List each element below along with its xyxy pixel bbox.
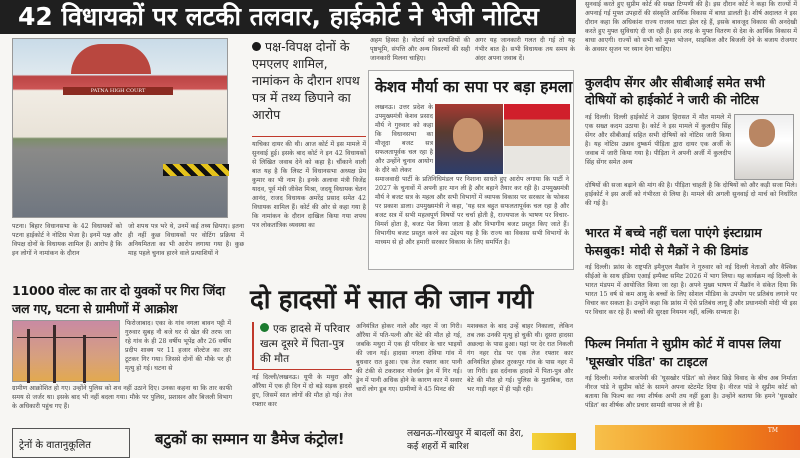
bullet-icon: [252, 42, 261, 51]
bharat-body: नई दिल्ली। फ्रांस के राष्ट्रपति इमैनुएल मैक्रॉन ने गुरुवार को नई दिल्ली नेताओं और वैश्विक सीईओ के साथ इंडिया एआई इम्पैक्ट समिट 2026 में भाग लिया। यह कार्यक्रम नई दिल्ली के भारत मंडपम में आयोजित किया जा रहा है। अपने मुख्य भाषण में मैक्रॉन ने संकेत दिया कि भारत 15 वर्ष से कम आयु के बच्चों के लिए सोशल मीडिया के उपयोग पर प्रतिबंध लगाने पर विचार कर सकता है। उन्होंने कहा कि फ्रांस में ऐसे प्रतिबंध लागू हैं और प्रधानमंत्री मोदी भी इस पर विचार कर रहे हैं। बच्चों की सुरक्षा नियमन नहीं, बल्कि सभ्यता है।: [585, 264, 797, 316]
keshav-body-2: समाजवादी पार्टी के प्रतिनिधिमंडल पर निशाना साधते हुए आरोप लगाया कि पार्टी ने 2027 के चुनावों में अपनी हार मान ली है और बहाने तैयार कर रही है। उपमुख्यमंत्री मौर्य ने बजट सत्र के महत्व और सभी विभागों में व्यापक विकास पर सरकार के फोकस पर प्रकाश डाला। उपमुख्यमंत्री ने कहा, 'यह सत्र बहुत सफलतापूर्वक चल रहा है और बजट सत्र में सभी महत्वपूर्ण विषयों पर चर्चा होती है, राज्यपाल के भाषण पर विचार-विमर्श होता है, बजट पेश किया जाता है और विभागीय बजट प्रस्तुत किए जाते हैं। विभागीय बजट प्रस्तुत करने का उद्देश्य यह है कि राज्य का विकास सभी विभागों के माध्यम से हो और हमारी सरकार विकास के लिए समर्पित है।: [375, 176, 569, 246]
film-body: नई दिल्ली। मनोज बाजपेयी की 'घूसखोर पंडित' को लेकर छिड़े विवाद के बीच अब निर्माता नीरज पांडे ने सुप्रीम कोर्ट के सामने अपना स्टेटमेंट दिया है। नीरज पांडे ने सुप्रीम कोर्ट को बताया कि फिल्म का नया शीर्षक अभी तय नहीं हुआ है। उन्होंने बताया कि हमने 'घूसखोर पंडित' का शीर्षक और प्रचार सामग्री वापस ले ली है।: [585, 375, 797, 409]
keshav-photo: [435, 104, 503, 174]
power-tower-photo: [12, 320, 120, 382]
lead-body-4: अहम हिस्सा है। वोटर्स को प्रत्याशियों की पृष्ठभूमि, संपत्ति और अन्य विवरणों की सही जानकारी मिलना चाहिए।: [370, 37, 470, 62]
accidents-body-1: नई दिल्ली/लखनऊ। यूपी के मथुरा और औरैया में एक ही दिन में दो बड़े सड़क हादसे हुए, जिसमें सात लोगों की मौत हो गई। तेज रफ्तार कार: [252, 374, 352, 408]
accidents-body-2: अनियंत्रित होकर नाले और नहर में जा गिरी। औरैया में पति-पत्नी और बेटे की मौत हो गई, जबकि मथुरा में एक ही परिवार के चार भाइयों की जान गई। हादसा नगला देविया गांव में बुधवार रात हुआ। एक तेज रफ्तार कार पानी की टंकी से टकराकर गोवर्धन ड्रेन में गिर गई। ड्रेन में पानी अधिक होने के कारण कार में सवार चारों लोग डूब गए। ग्रामीणों ने 45 मिनट की: [356, 323, 462, 393]
keshav-body-1: लखनऊ। उत्तर प्रदेश के उपमुख्यमंत्री केशव प्रसाद मौर्य ने गुरुवार को कहा कि विधानसभा का मौजूदा बजट सत्र सफलतापूर्वक चल रहा है और उन्होंने चुनाव आयोग के दौरे को लेकर: [375, 104, 433, 174]
volt-headline: 11000 वोल्ट का तार दो युवकों पर गिरा जिंदा जल गए, घटना से ग्रामीणों में आक्रोश: [12, 283, 225, 316]
accidents-headline: दो हादसों में सात की जान गयी: [250, 285, 533, 315]
volt-body-1: फिरोजाबाद। एका के गांव नगला बावन पट्टी में गुरुवार सुबह नौ बजे घर से खेत की तरफ जा रहे गांव के ही 28 वर्षीय भूपेंद्र और 26 वर्षीय प्रदीप शाक्य पर 11 हजार वोल्टेज का तार टूटकर गिर गया। जिससे दोनों की मौके पर ही मृत्यु हो गई। घटना से: [125, 320, 231, 372]
accidents-body-3: मशक्कत के बाद उन्हें बाहर निकाला, लेकिन तब तक उनकी मृत्यु हो चुकी थी। दूसरा हादसा अछल्दा के पास हुआ। यहां पर देर रात निकली गंग नहर रोड पर एक तेज रफ्तार कार अनियंत्रित होकर तुरकपुर गांव के पास नहर में जा गिरी। इस दर्दनाक हादसे में पिता-पुत्र और बेटे की मौत हो गई। पुलिस के मुताबिक, रात भर गाड़ी नहर में ही पड़ी रही।: [467, 323, 573, 393]
keshav-story: [368, 70, 574, 270]
lead-body-5: अगर यह जानकारी गलत दी गई तो यह गंभीर बात है। सभी विधायक तय समय के अंदर अपना जवाब दें।: [475, 37, 575, 62]
akhilesh-photo: [504, 104, 570, 174]
kuldeep-body-1: नई दिल्ली। दिल्ली हाईकोर्ट ने उन्नाव हिरासत में मौत मामले में एक सख्त कदम उठाया है। कोर्ट ने इस मामले में कुलदीप सिंह सेंगर और सीबीआई सहित सभी दोषियों को नोटिस जारी किया है। यह नोटिस उन्नाव दुष्कर्म पीड़िता द्वारा दायर एक अर्जी के जवाब में जारी किया गया है। पीड़िता ने अपनी अर्जी में कुलदीप सिंह सेंगर समेत अन्य: [585, 114, 731, 166]
kuldeep-headline: कुलदीप सेंगर और सीबीआई समेत सभी दोषियों को हाईकोर्ट ने जारी की नोटिस: [585, 75, 765, 107]
lead-headline: 42 विधायकों पर लटकी तलवार, हाईकोर्ट ने भेजी नोटिस: [18, 2, 539, 31]
keshav-headline: केशव मौर्या का सपा पर बड़ा हमला: [375, 78, 573, 96]
weather-headline: लखनऊ-गोरखपुर में बादलों का डेरा, कई शहरों में बारिश: [407, 429, 524, 452]
freebies-body: सुनवाई करते हुए सुप्रीम कोर्ट की सख्त टिप्पणी की है। इस दौरान कोर्ट ने कहा कि राज्यों में अपनाई गई मुफ्त उपहारों की संस्कृति आर्थिक विकास में बाधा डालती है। शीर्ष अदालत ने इस दौरान कहा कि अधिकांश राज्य राजस्व घाटा झेल रहे हैं, इसके बावजूद विकास की अनदेखी करते हुए मुफ्त सुविधाएं दी जा रही हैं। इस तरह के मुफ्त वितरण से देश के आर्थिक विकास में बाधा आएगी। राज्यों को सभी को मुफ्त भोजन, साइकिल और बिजली देने के बजाय रोजगार के अवसर सृजन पर ध्यान देना चाहिए।: [585, 1, 797, 53]
trains-headline: ट्रेनों के वातानुकूलित: [19, 440, 91, 451]
lead-body-2: जो शपथ पत्र भरे थे, उनमें कई तथ्य छिपाए। इतना ही नहीं कुछ विधायकों पर वोटिंग प्रक्रिया में अनियमितता का भी आरोप लगाया गया है। कुछ माह पहले चुनाव हारने वाले प्रत्याशियों ने: [128, 223, 244, 257]
court-photo: [12, 38, 228, 218]
volt-body-2: ग्रामीण आक्रोशित हो गए। उन्होंने पुलिस को शव नहीं उठाने दिए। उनका कहना था कि तार काफी समय से जर्जर था। इसके बाद भी नहीं बदला गया। मौके पर पुलिस, प्रशासन और बिजली विभाग के अधिकारी पहुंच गए हैं।: [12, 385, 232, 410]
batuk-headline: बटुकों का सम्मान या डैमेज कंट्रोल!: [155, 430, 345, 448]
court-sign: PATNA HIGH COURT: [63, 87, 173, 95]
ad-trademark: TM: [767, 427, 778, 434]
advertisement[interactable]: [595, 425, 800, 450]
lead-body-1: पटना। बिहार विधानसभा के 42 विधायकों को पटना हाईकोर्ट ने नोटिस भेजा है। इनमें पक्ष और विपक्ष दोनों के विधायक शामिल हैं। आरोप है कि इन लोगों ने नामांकन के दौरान: [12, 223, 122, 257]
accidents-pullquote: एक हादसे में परिवार खत्म दूसरे में पिता-पुत्र की मौत: [252, 322, 352, 370]
bullet-icon: [260, 323, 269, 332]
bharat-headline: भारत में बच्चे नहीं चला पाएंगे इंस्टाग्राम फेसबुक! मोदी से मैक्रों ने की डिमांड: [585, 225, 762, 258]
film-headline: फिल्म निर्माता ने सुप्रीम कोर्ट में वापस लिया 'घूसखोर पंडित' का टाइटल: [585, 336, 781, 369]
lead-pullquote: पक्ष-विपक्ष दोनों के एमएलए शामिल, नामांकन के दौरान शपथ पत्र में तथ्य छिपाने का आरोप: [252, 39, 360, 122]
divider: [252, 136, 366, 137]
lead-body-3: याचिका दायर की थी। आज कोर्ट में इस मामले में सुनवाई हुई। इसके बाद कोर्ट ने इन 42 विधायकों से लिखित जवाब देने को कहा है। चौंकाने वाली बात यह है कि लिस्ट में विधानसभा अध्यक्ष प्रेम कुमार का भी नाम है। इनके अलावा मंत्री विजेंद्र यादव, पूर्व मंत्री जीवेश मिश्रा, जदयू विधायक चेतन आनंद, राजद विधायक अमरेंद्र प्रसाद समेत 42 विधायक शामिल हैं। कोर्ट की ओर से कहा गया है कि नामांकन के दौरान दाखिल किया गया शपथ पत्र लोकतांत्रिक व्यवस्था का: [252, 141, 366, 229]
sengar-photo: [734, 114, 794, 180]
court-dome: [71, 44, 151, 74]
barrier: [163, 164, 229, 176]
lead-headline-banner: [0, 0, 576, 34]
kuldeep-body-2: दोषियों की सजा बढ़ाने की मांग की है। पीड़िता चाहती है कि दोषियों को और कड़ी सजा मिले। हाईकोर्ट ने इस अर्जी को गंभीरता से लिया है। मामले की अगली सुनवाई दो मार्च को निर्धारित की गई है।: [585, 182, 797, 207]
weather-photo: [532, 433, 576, 450]
trains-box: [12, 428, 130, 458]
